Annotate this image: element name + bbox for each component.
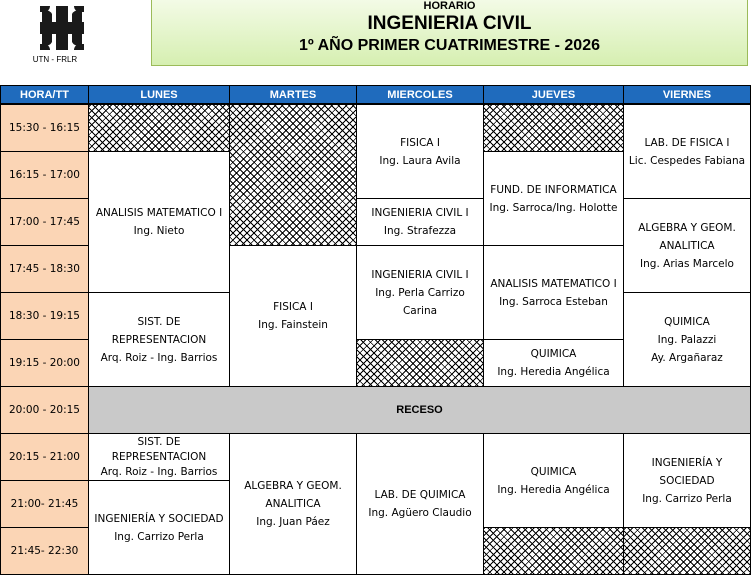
class-block (623, 198, 751, 293)
logo-caption: UTN - FRLR (32, 55, 78, 64)
schedule-label: HORARIO (423, 0, 476, 12)
class-block (356, 245, 484, 340)
col-header-viernes: VIERNES (623, 85, 751, 105)
class-teacher: Lic. Cespedes Fabiana (628, 154, 746, 167)
class-block (356, 198, 484, 246)
class-subject: ANALISIS MATEMATICO I (95, 207, 223, 219)
class-subject: ANALITICA (659, 239, 715, 252)
class-subject: QUIMICA (664, 315, 710, 328)
class-teacher: Ing. Carrizo Perla (642, 492, 732, 505)
schedule-grid (0, 85, 751, 575)
time-slot: 17:45 - 18:30 (0, 245, 89, 293)
class-subject: LAB. DE QUIMICA (374, 489, 466, 501)
class-block (229, 245, 357, 387)
class-subject: REPRESENTACION (111, 450, 207, 463)
class-teacher: Ing. Carrizo Perla (114, 530, 204, 543)
empty-slot (623, 527, 751, 575)
class-teacher: Ing. Laura Avila (379, 154, 461, 167)
time-slot: 15:30 - 16:15 (0, 104, 89, 152)
receso-bar: RECESO (88, 386, 751, 434)
class-subject: INGENIERIA CIVIL I (371, 268, 469, 281)
class-subject: SIST. DE (137, 315, 181, 328)
class-subject: ANALISIS MATEMATICO I (490, 277, 617, 290)
class-block (356, 433, 484, 575)
class-teacher: Ing. Arias Marcelo (640, 257, 734, 270)
class-subject: INGENIERÍA Y (651, 456, 723, 469)
col-header-lunes: LUNES (88, 85, 230, 105)
class-teacher: Ing. Perla Carrizo (375, 286, 465, 299)
class-teacher: Ing. Strafezza (383, 225, 457, 237)
class-block (88, 292, 230, 387)
col-header-martes: MARTES (229, 85, 357, 105)
empty-slot (483, 527, 624, 575)
time-slot: 16:15 - 17:00 (0, 151, 89, 199)
class-subject: ANALITICA (265, 498, 321, 510)
class-subject: FUND. DE INFORMATICA (490, 183, 617, 196)
time-slot: 17:00 - 17:45 (0, 198, 89, 246)
class-subject: FISICA I (400, 136, 440, 149)
class-block (88, 151, 230, 293)
class-block (483, 151, 624, 246)
class-subject: FISICA I (273, 301, 313, 313)
col-header-time: HORA/TT (0, 85, 89, 105)
class-subject: SOCIEDAD (659, 474, 715, 487)
col-header-jueves: JUEVES (483, 85, 624, 105)
class-subject: INGENIERÍA Y SOCIEDAD (94, 512, 224, 525)
class-teacher: Carina (402, 304, 438, 317)
time-slot: 21:00- 21:45 (0, 480, 89, 528)
class-block (623, 104, 751, 199)
time-slot: 20:00 - 20:15 (0, 386, 89, 434)
class-teacher: Ing. Fainstein (258, 319, 328, 331)
empty-slot (229, 104, 357, 246)
career-title: INGENIERIA CIVIL (367, 13, 532, 34)
col-header-miercoles: MIERCOLES (356, 85, 484, 105)
class-teacher: Ing. Agüero Claudio (368, 507, 472, 519)
time-slot: 21:45- 22:30 (0, 527, 89, 575)
class-block (623, 292, 751, 387)
term-title: 1º AÑO PRIMER CUATRIMESTRE - 2026 (299, 37, 600, 54)
class-subject: QUIMICA (530, 348, 577, 360)
class-block (229, 433, 357, 575)
class-teacher: Arq. Roiz - Ing. Barrios (100, 465, 218, 478)
empty-slot (356, 339, 484, 387)
class-subject: INGENIERIA CIVIL I (371, 207, 469, 219)
class-block (88, 480, 230, 575)
class-block (356, 104, 484, 199)
class-block (483, 339, 624, 387)
class-subject: REPRESENTACION (111, 333, 207, 346)
class-teacher: Ing. Sarroca/Ing. Holotte (489, 201, 618, 214)
class-teacher: Ing. Heredia Angélica (497, 483, 610, 496)
class-teacher: Arq. Roiz - Ing. Barrios (100, 351, 218, 364)
class-subject: SIST. DE (137, 435, 181, 448)
title-banner (151, 0, 748, 66)
class-subject: LAB. DE FISICA I (644, 136, 730, 149)
empty-slot (483, 104, 624, 152)
class-teacher: Ing. Heredia Angélica (497, 366, 610, 378)
class-block (623, 433, 751, 528)
class-subject: ALGEBRA Y GEOM. (244, 480, 342, 492)
class-block (88, 433, 230, 481)
time-slot: 19:15 - 20:00 (0, 339, 89, 387)
class-teacher: Ing. Sarroca Esteban (499, 295, 608, 308)
class-teacher: Ing. Nieto (133, 225, 185, 237)
class-block (483, 433, 624, 528)
class-teacher: Ay. Argañaraz (651, 351, 723, 364)
class-subject: QUIMICA (530, 465, 577, 478)
time-slot: 20:15 - 21:00 (0, 433, 89, 481)
empty-slot (88, 104, 230, 152)
class-block (483, 245, 624, 340)
class-teacher: Ing. Juan Páez (256, 516, 330, 528)
time-slot: 18:30 - 19:15 (0, 292, 89, 340)
class-subject: ALGEBRA Y GEOM. (638, 221, 736, 234)
class-teacher: Ing. Palazzi (657, 333, 717, 346)
